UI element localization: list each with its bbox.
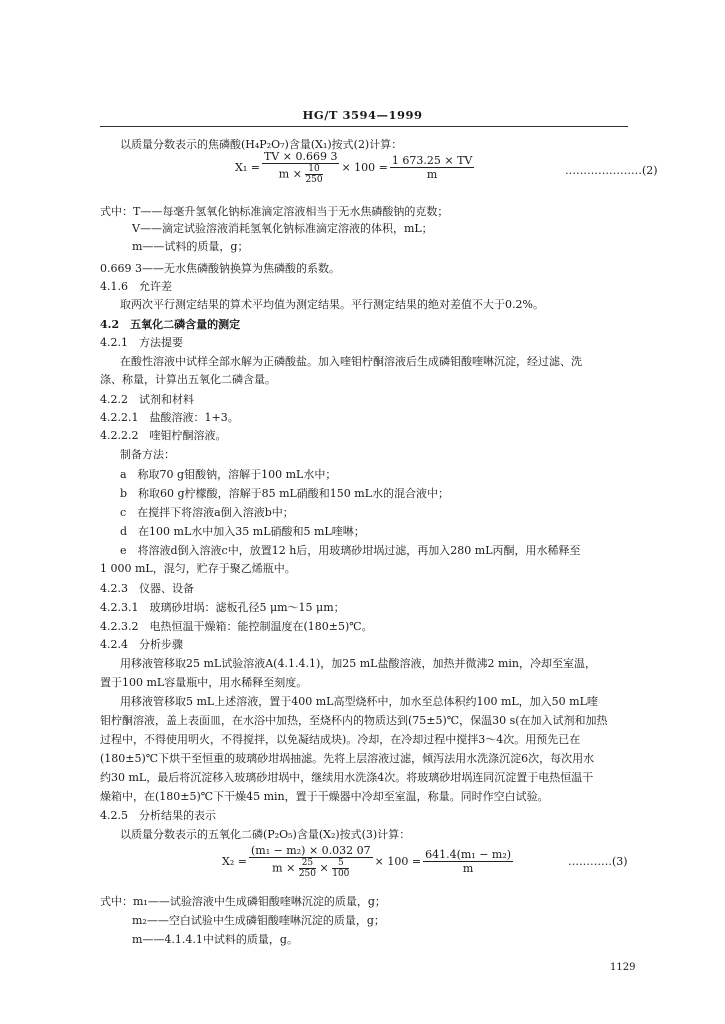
eq3-fraction: [249, 844, 373, 879]
eq3-f1-num: 25: [299, 858, 316, 869]
prep-step-d: d 在100 mL水中加入35 mL硝酸和5 mL喹啉；: [120, 525, 365, 538]
eq3-den-times: ×: [319, 861, 329, 875]
procedure-2b: 钼柠酮溶液，盖上表面皿，在水浴中加热，至烧杯内的物质达到(75±5)℃，保温30 s(在加入试剂和加热: [100, 714, 608, 727]
method-text-1: 在酸性溶液中试样全部水解为正磷酸盐。加入喹钼柠酮溶液后生成磷钼酸喹啉沉淀，经过滤、洗: [120, 355, 582, 368]
prep-step-e-1: e 将溶液d倒入溶液c中，放置12 h后，用玻璃砂坩埚过滤，再加入280 mL丙酮，用水稀释至: [120, 544, 581, 557]
eq2-result-num: 1 673.25 × TV: [391, 154, 473, 167]
symbol-m1: 式中：m₁——试验溶液中生成磷钼酸喹啉沉淀的质量，g；: [100, 895, 386, 908]
eq3-lhs: X₂ =: [222, 855, 247, 868]
procedure-2e: 约30 mL，最后将沉淀移入玻璃砂坩埚中，继续用水洗涤4次。将玻璃砂坩埚连同沉淀置于电热恒温干: [100, 771, 594, 784]
symbol-coefficient: 0.669 3——无水焦磷酸钠换算为焦磷酸的系数。: [100, 262, 340, 275]
eq3-f1-den: 250: [298, 869, 317, 879]
procedure-2a: 用移液管移取5 mL上述溶液，置于400 mL高型烧杯中，加水至总体积约100 mL，加入50 mL喹: [120, 695, 598, 708]
eq2-numerator: TV × 0.669 3: [263, 150, 338, 163]
header-rule: [100, 126, 628, 127]
procedure-1a: 用移液管移取25 mL试验溶液A(4.1.4.1)，加25 mL盐酸溶液，加热并微沸2 min，冷却至室温，: [120, 657, 596, 670]
section-4-2-2: 4.2.2 试剂和材料: [100, 393, 194, 406]
symbol-T: 式中：T——每毫升氢氧化钠标准滴定溶液相当于无水焦磷酸钠的克数；: [100, 205, 449, 218]
section-4-2-3-1: 4.2.3.1 玻璃砂坩埚：滤板孔径5 μm～15 μm；: [100, 601, 345, 614]
section-4-2-4: 4.2.4 分析步骤: [100, 638, 183, 651]
eq3-result-num: 641.4(m₁ − m₂): [425, 848, 512, 861]
tolerance-text: 取两次平行测定结果的算术平均值为测定结果。平行测定结果的绝对差值不大于0.2%。: [120, 298, 544, 311]
procedure-2d: (180±5)℃下烘干至恒重的玻璃砂坩埚抽滤。先将上层溶液过滤，倾泻法用水洗涤沉淀6次，每次用水: [100, 752, 595, 765]
eq3-result-fraction: [423, 848, 513, 875]
section-4-2-3-2: 4.2.3.2 电热恒温干燥箱：能控制温度在(180±5)℃。: [100, 620, 373, 633]
eq2-den-frac-num: 10: [305, 164, 322, 175]
section-4-2-3: 4.2.3 仪器、设备: [100, 582, 194, 595]
symbol-V: V——滴定试验溶液消耗氢氧化钠标准滴定溶液的体积，mL；: [132, 222, 433, 235]
prep-step-a: a 称取70 g钼酸钠，溶解于100 mL水中；: [120, 468, 337, 481]
procedure-2f: 燥箱中，在(180±5)℃下干燥45 min，置于干燥器中冷却至室温，称量。同时作空白试验。: [100, 790, 549, 803]
eq2-den-m: m ×: [278, 167, 302, 181]
eq3-numerator: (m₁ − m₂) × 0.032 07: [250, 844, 371, 857]
eq2-result-fraction: [390, 154, 474, 181]
section-4-2: 4.2 五氧化二磷含量的测定: [100, 318, 241, 331]
symbol-m: m——试料的质量，g；: [132, 240, 249, 253]
eq2-lhs: X₁ =: [235, 161, 260, 174]
section-4-2-5: 4.2.5 分析结果的表示: [100, 809, 216, 822]
eq3-reference: …………(3): [568, 855, 628, 868]
symbol-m-sample: m——4.1.4.1中试料的质量，g。: [132, 933, 298, 946]
eq3-times-100: × 100 =: [374, 855, 422, 868]
eq3-den-fraction-1: [299, 858, 316, 879]
eq3-f2-num: 5: [332, 858, 349, 869]
procedure-1b: 置于100 mL容量瓶中，用水稀释至刻度。: [100, 676, 308, 689]
equation-2: [235, 150, 476, 185]
formula-intro-3: 以质量分数表示的五氧化二磷(P₂O₅)含量(X₂)按式(3)计算：: [120, 828, 411, 841]
eq2-result-den: m: [426, 168, 438, 181]
eq2-reference: …………………(2): [565, 164, 658, 177]
prep-step-c: c 在搅拌下将溶液a倒入溶液b中；: [120, 506, 294, 519]
section-4-2-2-1: 4.2.2.1 盐酸溶液：1+3。: [100, 411, 239, 424]
prep-step-b: b 称取60 g柠檬酸，溶解于85 mL硝酸和150 mL水的混合液中；: [120, 487, 450, 500]
eq3-den-fraction-2: [332, 858, 349, 879]
eq2-denominator: [262, 164, 339, 185]
eq2-den-fraction: [305, 164, 322, 185]
section-4-2-1: 4.2.1 方法提要: [100, 336, 183, 349]
procedure-2c: 过程中，不得使用明火，不得搅拌，以免凝结成块)。冷却，在冷却过程中搅拌3～4次。用预先已在: [100, 733, 581, 746]
prep-step-e-2: 1 000 mL，混匀，贮存于聚乙烯瓶中。: [100, 562, 296, 575]
eq2-den-frac-den: 250: [305, 175, 323, 185]
formula-intro-2: 以质量分数表示的焦磷酸(H₄P₂O₇)含量(X₁)按式(2)计算：: [120, 138, 403, 151]
method-text-2: 涤、称量，计算出五氧化二磷含量。: [100, 373, 276, 386]
eq2-times-100: × 100 =: [341, 161, 388, 174]
page-number: 1129: [610, 962, 636, 973]
symbol-m2: m₂——空白试验中生成磷钼酸喹啉沉淀的质量，g；: [132, 914, 385, 927]
eq2-fraction: [262, 150, 339, 185]
eq3-result-den: m: [462, 862, 474, 875]
page-header: HG/T 3594—1999: [302, 108, 423, 122]
section-4-2-2-2: 4.2.2.2 喹钼柠酮溶液。: [100, 429, 227, 442]
section-4-1-6: 4.1.6 允许差: [100, 280, 172, 293]
eq3-den-m: m ×: [272, 861, 296, 875]
equation-3: [222, 844, 515, 879]
eq3-denominator: [249, 858, 373, 879]
preparation-label: 制备方法：: [120, 448, 175, 461]
eq3-f2-den: 100: [332, 869, 350, 879]
